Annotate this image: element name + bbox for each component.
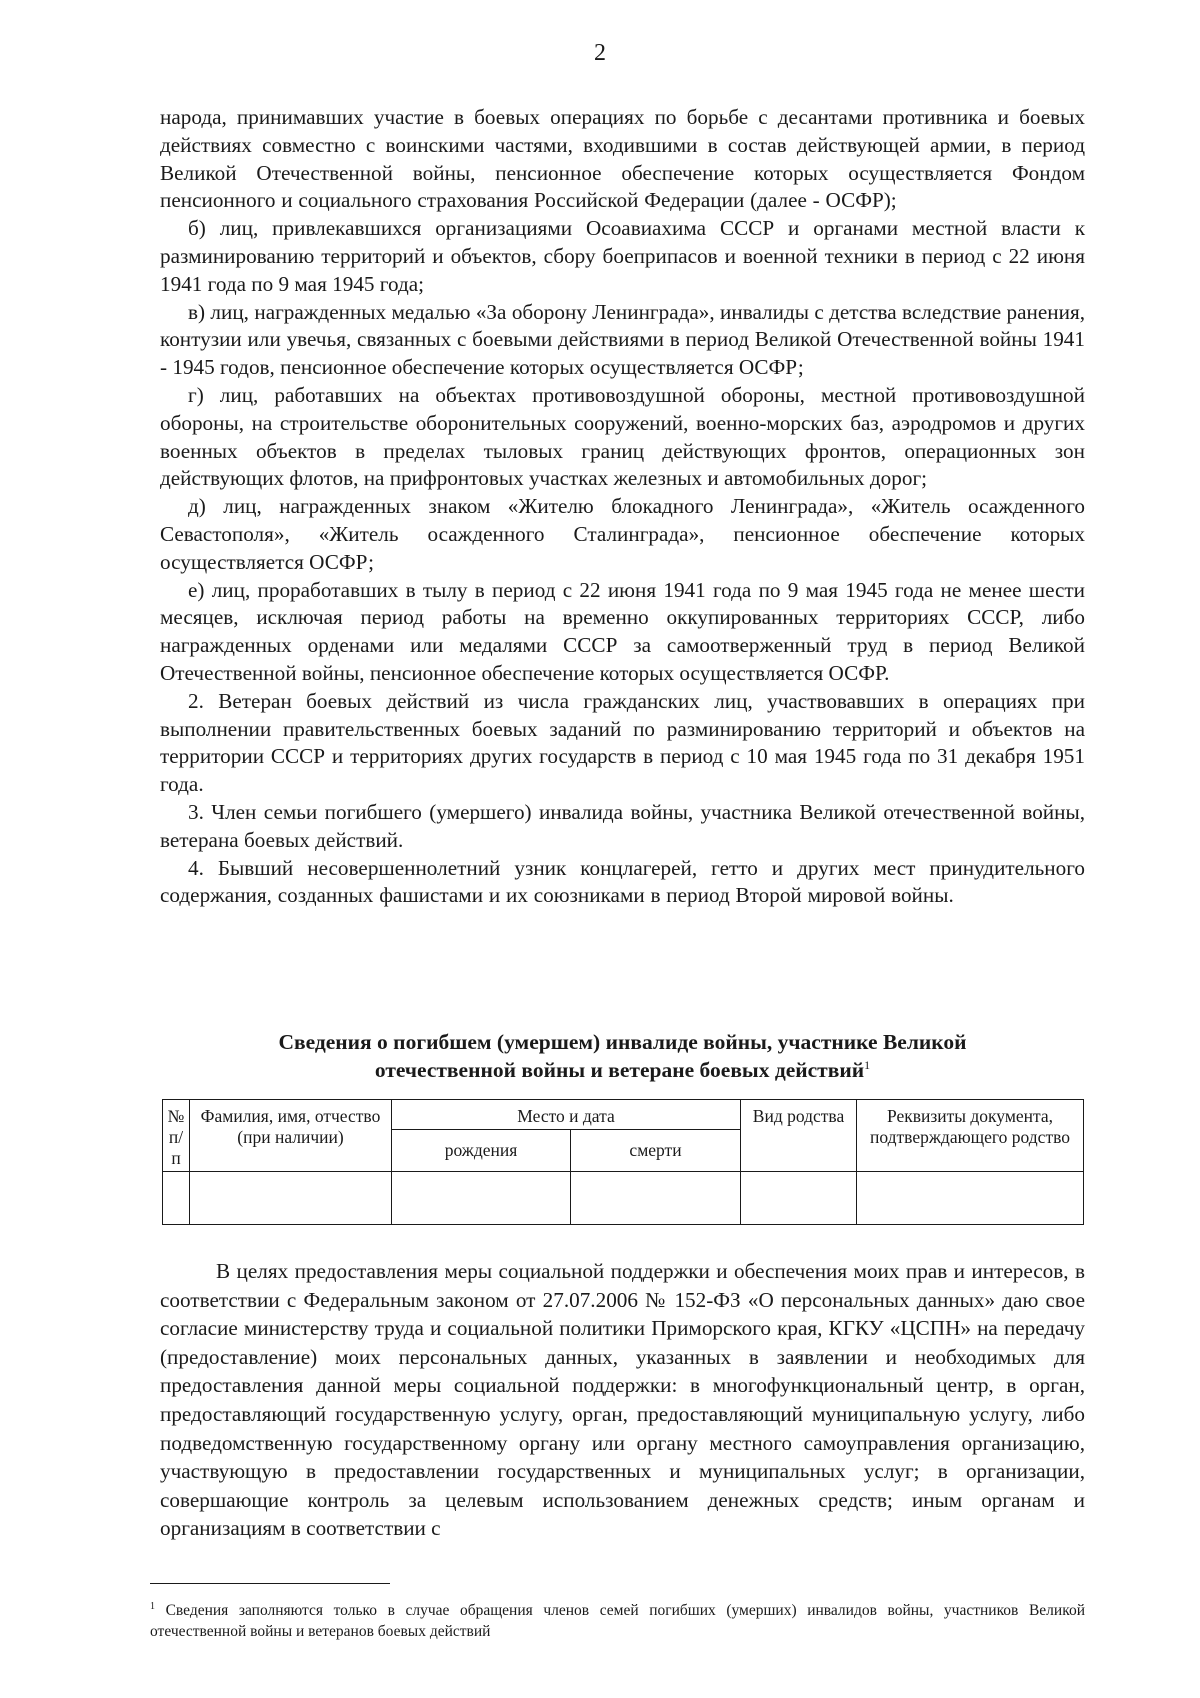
- header-number: № п/п: [163, 1100, 190, 1172]
- table-row: [163, 1172, 1084, 1225]
- footnote: [150, 1596, 1085, 1642]
- header-document: Реквизиты документа, подтверждающего родство: [857, 1100, 1084, 1172]
- footnote-reference: 1: [864, 1057, 871, 1072]
- paragraph-b: б) лиц, привлекавшихся организациями Осоавиахима СССР и органами местной власти к разминированию территорий и объектов, сбору боеприпасов и военной техники в период с 22 июня 1941 года по 9 мая 1945 года;: [160, 216, 1085, 296]
- table-header-row: [163, 1100, 1084, 1130]
- footnote-text: Сведения заполняются только в случае обращения членов семей погибших (умерших) инвалидов войны, участников Великой отечественной войны и ветеранов боевых действий: [150, 1602, 1085, 1641]
- header-death: смерти: [571, 1130, 741, 1172]
- footnote-mark: 1: [150, 1601, 155, 1612]
- table-title-line-1: Сведения о погибшем (умершем) инвалиде войны, участнике Великой: [278, 1030, 967, 1054]
- cell-relation[interactable]: [741, 1172, 857, 1225]
- page-number: 2: [594, 40, 606, 66]
- paragraph-2: 2. Ветеран боевых действий из числа гражданских лиц, участвовавших в операциях при выполнении правительственных боевых заданий по разминированию территорий и объектов на территории СССР и территориях других государств в период с 10 мая 1945 года по 31 декабря 1951 года.: [160, 688, 1085, 797]
- paragraph-3: 3. Член семьи погибшего (умершего) инвалида войны, участника Великой отечественной войны, ветерана боевых действий.: [160, 799, 1085, 852]
- paragraph-4: 4. Бывший несовершеннолетний узник концлагерей, гетто и других мест принудительного содержания, созданных фашистами и их союзниками в период Второй мировой войны.: [160, 855, 1085, 908]
- cell-document[interactable]: [857, 1172, 1084, 1225]
- table-title-line-2: [160, 1056, 1085, 1084]
- paragraph-continuation: народа, принимавших участие в боевых операциях по борьбе с десантами противника и боевых действиях совместно с воинскими частями, входившими в состав действующей армии, в период Великой Отечественной войны, пенсионное обеспечение которых осуществляется Фондом пенсионного и социального страхования Российской Федерации (далее - ОСФР);: [160, 105, 1085, 213]
- paragraph-g: г) лиц, работавших на объектах противовоздушной обороны, местной противовоздушной обороны, на строительстве оборонительных сооружений, военно-морских баз, аэродромов и других военных объектов в пределах тыловых границ действующих фронтов, операционных зон действующих флотов, на прифронтовых участках железных и автомобильных дорог;: [160, 382, 1085, 491]
- consent-section: [160, 1257, 1085, 1543]
- cell-full-name[interactable]: [190, 1172, 392, 1225]
- eligibility-list: [160, 104, 1085, 910]
- cell-number[interactable]: [163, 1172, 190, 1225]
- header-relation: Вид родства: [741, 1100, 857, 1172]
- paragraph-d: д) лиц, награжденных знаком «Жителю блокадного Ленинграда», «Житель осажденного Севастополя», «Житель осажденного Сталинграда», пенсионное обеспечение которых осуществляется ОСФР;: [160, 494, 1085, 574]
- footnote-divider: [150, 1583, 390, 1584]
- cell-birth[interactable]: [392, 1172, 571, 1225]
- header-birth: рождения: [392, 1130, 571, 1172]
- paragraph-e: е) лиц, проработавших в тылу в период с 22 июня 1941 года по 9 мая 1945 года не менее шести месяцев, исключая период работы на временно оккупированных территориях СССР, либо награжденных орденами или медалями СССР за самоотверженный труд в период Великой Отечественной войны, пенсионное обеспечение которых осуществляется ОСФР.: [160, 577, 1085, 685]
- deceased-info-table: [162, 1099, 1084, 1225]
- table-title-line-2-text: отечественной войны и ветеране боевых действий: [374, 1058, 865, 1082]
- consent-paragraph: В целях предоставления меры социальной поддержки и обеспечения моих прав и интересов, в соответствии с Федеральным законом от 27.07.2006 № 152-ФЗ «О персональных данных» даю свое согласие министерству труда и социальной политики Приморского края, КГКУ «ЦСПН» на передачу (предоставление) моих персональных данных, указанных в заявлении и необходимых для предоставления данной меры социальной поддержки: в многофункциональный центр, в орган, предоставляющий государственную услугу, орган, предоставляющий муниципальную услугу, либо подведомственную государственному органу или органу местного самоуправления организацию, участвующую в предоставлении государственных и муниципальных услуг; в организации, совершающие контроль за целевым использованием денежных средств; иным органам и организациям в соответствии с: [160, 1259, 1085, 1541]
- cell-death[interactable]: [571, 1172, 741, 1225]
- header-full-name: Фамилия, имя, отчество (при наличии): [190, 1100, 392, 1172]
- paragraph-v: в) лиц, награжденных медалью «За оборону Ленинграда», инвалиды с детства вследствие ранения, контузии или увечья, связанных с боевыми действиями в период Великой Отечественной войны 1941 - 1945 годов, пенсионное обеспечение которых осуществляется ОСФР;: [160, 299, 1085, 380]
- header-place-date: Место и дата: [392, 1100, 741, 1130]
- table-title: [160, 1028, 1085, 1084]
